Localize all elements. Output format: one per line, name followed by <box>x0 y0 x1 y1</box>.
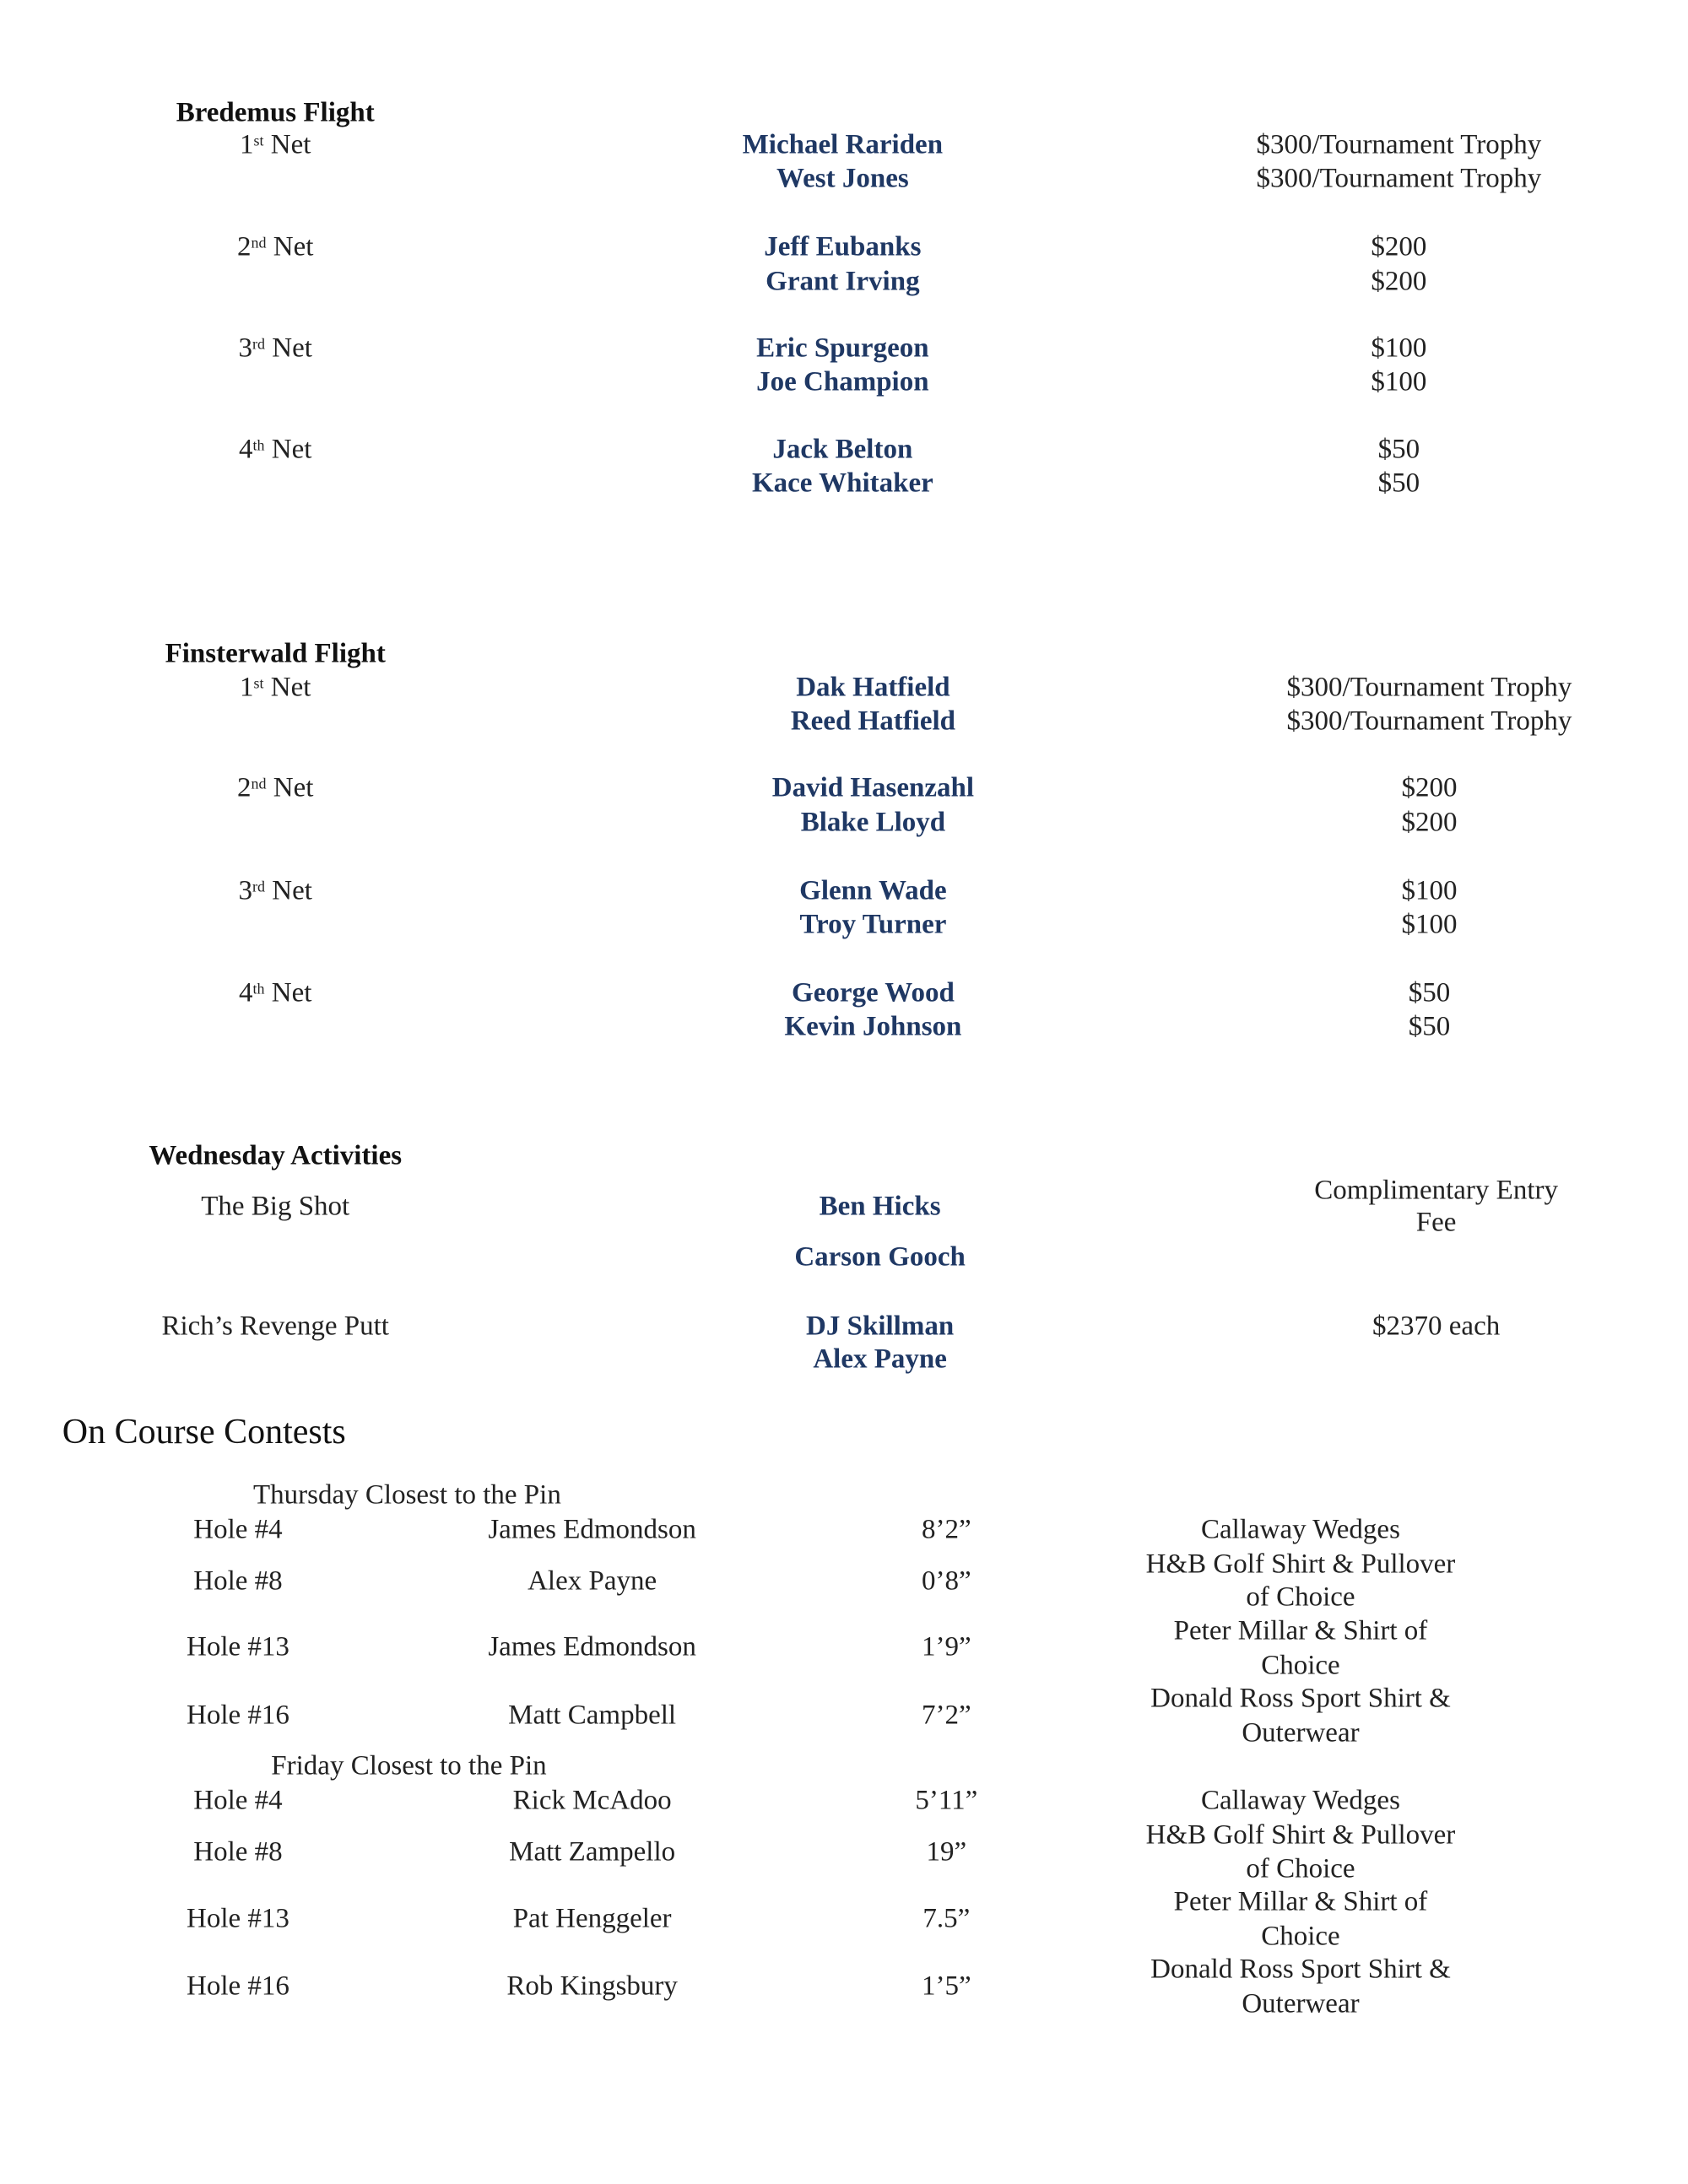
place-word: Net <box>273 231 314 262</box>
hole-label: Hole #4 <box>193 1514 283 1545</box>
flight-heading: Bredemus Flight <box>176 97 375 128</box>
place-number: 1 <box>240 672 254 703</box>
contest-prize: Outerwear <box>1242 1717 1360 1749</box>
distance: 7.5” <box>922 1903 971 1934</box>
prize: $2370 each <box>1372 1311 1501 1342</box>
winner-name: Jeff Eubanks <box>764 231 922 262</box>
place-suffix: st <box>253 132 264 149</box>
distance: 19” <box>926 1836 967 1868</box>
prize: $50 <box>1408 1011 1451 1042</box>
distance: 8’2” <box>921 1514 971 1545</box>
contest-prize: Callaway Wedges <box>1201 1785 1400 1816</box>
prize: $200 <box>1371 231 1427 262</box>
place-number: 3 <box>238 332 253 364</box>
prize: $300/Tournament Trophy <box>1256 129 1542 160</box>
place-label <box>240 673 311 701</box>
winner-name: Glenn Wade <box>799 875 947 906</box>
contest-prize: Peter Millar & Shirt of <box>1173 1886 1428 1917</box>
contest-prize: of Choice <box>1246 1581 1355 1613</box>
prize: $200 <box>1401 772 1458 803</box>
prize: $100 <box>1401 909 1458 940</box>
prize: $200 <box>1401 807 1458 838</box>
hole-label: Hole #16 <box>187 1700 289 1731</box>
winner-name: Blake Lloyd <box>800 807 946 838</box>
winner-name: Alex Payne <box>813 1343 947 1375</box>
prize: $50 <box>1377 468 1420 499</box>
hole-label: Hole #4 <box>193 1785 283 1816</box>
prize: Fee <box>1415 1207 1457 1238</box>
place-word: Net <box>272 332 312 364</box>
contest-winner: Rob Kingsbury <box>506 1970 678 2002</box>
place-number: 4 <box>239 434 253 465</box>
winner-name: Grant Irving <box>766 266 920 297</box>
hole-label: Hole #13 <box>187 1631 289 1662</box>
prize: $100 <box>1401 875 1458 906</box>
place-number: 1 <box>240 129 254 160</box>
place-suffix: th <box>252 980 265 997</box>
winner-name: Troy Turner <box>799 909 947 940</box>
contest-winner: Pat Henggeler <box>512 1903 672 1934</box>
contest-prize: Choice <box>1261 1921 1340 1952</box>
day-heading: Friday Closest to the Pin <box>271 1750 547 1781</box>
contest-prize: Choice <box>1261 1650 1340 1681</box>
contest-winner: Rick McAdoo <box>512 1785 672 1816</box>
prize: $300/Tournament Trophy <box>1286 705 1572 737</box>
place-number: 4 <box>239 977 253 1008</box>
distance: 0’8” <box>921 1565 971 1597</box>
distance: 1’9” <box>921 1631 971 1662</box>
place-word: Net <box>272 875 312 906</box>
winner-name: West Jones <box>776 163 909 194</box>
activity-label: Rich’s Revenge Putt <box>161 1311 389 1342</box>
winner-name: Jack Belton <box>772 434 913 465</box>
prize: $200 <box>1371 266 1427 297</box>
contest-prize: Callaway Wedges <box>1201 1514 1400 1545</box>
day-heading: Thursday Closest to the Pin <box>253 1479 561 1511</box>
place-suffix: rd <box>252 335 266 353</box>
place-label <box>237 772 314 803</box>
place-word: Net <box>273 772 314 803</box>
prize: $50 <box>1408 977 1451 1008</box>
winner-name: Dak Hatfield <box>796 672 950 703</box>
place-number: 3 <box>238 875 253 906</box>
hole-label: Hole #13 <box>187 1903 289 1934</box>
place-label <box>239 977 312 1008</box>
place-suffix: rd <box>252 878 266 895</box>
winner-name: George Wood <box>792 977 955 1008</box>
prize: $50 <box>1377 434 1420 465</box>
place-number: 2 <box>237 772 252 803</box>
prize: $100 <box>1371 332 1427 364</box>
winner-name: DJ Skillman <box>806 1311 955 1342</box>
place-word: Net <box>271 977 312 1008</box>
hole-label: Hole #16 <box>187 1970 289 2002</box>
prize: $100 <box>1371 366 1427 397</box>
winner-name: Eric Spurgeon <box>756 332 929 364</box>
prize: $300/Tournament Trophy <box>1256 163 1542 194</box>
place-label <box>239 435 311 463</box>
prize: $300/Tournament Trophy <box>1286 672 1572 703</box>
contest-winner: Alex Payne <box>528 1565 657 1597</box>
place-word: Net <box>271 434 312 465</box>
place-label <box>238 332 312 364</box>
winner-name: Kevin Johnson <box>784 1011 962 1042</box>
contest-prize: Outerwear <box>1242 1988 1360 2019</box>
contest-prize: Donald Ross Sport Shirt & <box>1150 1954 1451 1985</box>
hole-label: Hole #8 <box>193 1565 283 1597</box>
place-word: Net <box>270 129 311 160</box>
contest-prize: Peter Millar & Shirt of <box>1173 1615 1428 1646</box>
activity-label: The Big Shot <box>201 1191 350 1221</box>
winner-name: Ben Hicks <box>819 1191 941 1221</box>
contest-winner: Matt Zampello <box>509 1836 676 1868</box>
wednesday-heading: Wednesday Activities <box>149 1140 403 1171</box>
prize: Complimentary Entry <box>1314 1175 1558 1206</box>
place-number: 2 <box>237 231 252 262</box>
winner-name: Kace Whitaker <box>751 468 933 499</box>
contest-prize: H&B Golf Shirt & Pullover <box>1145 1549 1456 1580</box>
distance: 5’11” <box>915 1785 978 1816</box>
contest-prize: Donald Ross Sport Shirt & <box>1150 1683 1451 1714</box>
winner-name: Michael Rariden <box>742 129 944 160</box>
distance: 1’5” <box>921 1970 971 2002</box>
contest-winner: Matt Campbell <box>508 1700 677 1731</box>
place-suffix: nd <box>251 234 267 251</box>
winner-name: David Hasenzahl <box>771 772 975 803</box>
contest-winner: James Edmondson <box>488 1631 696 1662</box>
contest-prize: H&B Golf Shirt & Pullover <box>1145 1819 1456 1851</box>
place-suffix: th <box>252 436 265 454</box>
place-suffix: nd <box>251 775 267 792</box>
winner-name: Joe Champion <box>756 366 929 397</box>
contest-winner: James Edmondson <box>488 1514 696 1545</box>
winner-name: Reed Hatfield <box>790 705 956 737</box>
distance: 7’2” <box>921 1700 971 1731</box>
place-word: Net <box>270 672 311 703</box>
flight-heading: Finsterwald Flight <box>165 638 386 669</box>
place-label <box>240 129 311 160</box>
place-label <box>239 877 312 905</box>
contest-prize: of Choice <box>1246 1853 1355 1884</box>
place-suffix: st <box>253 674 264 692</box>
contests-heading: On Course Contests <box>62 1412 346 1451</box>
hole-label: Hole #8 <box>193 1836 283 1868</box>
place-label <box>237 231 314 262</box>
winner-name: Carson Gooch <box>794 1241 966 1273</box>
